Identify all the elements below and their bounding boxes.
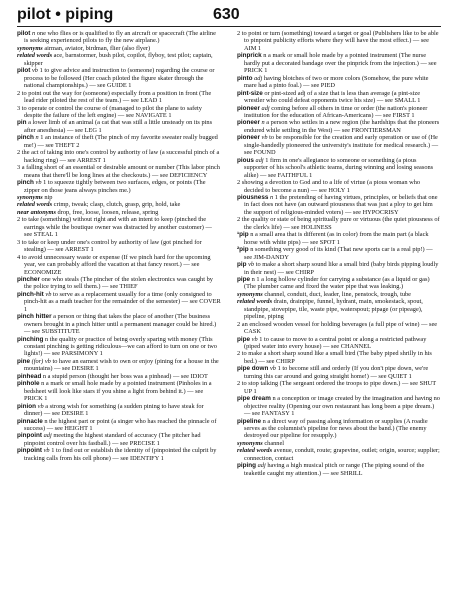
- dictionary-entry: [237, 462, 441, 477]
- entry-headword: ¹pip: [237, 231, 249, 239]
- entry-headword: pinto: [237, 74, 253, 82]
- entry-headword: pipe: [237, 335, 251, 343]
- entry-definition: to be responsible for the creation and early operation or use of (He single-handedly pioneered the university's institute for medical research.) — see FOUND: [244, 134, 439, 157]
- dictionary-entry: [237, 246, 441, 261]
- entry-label: related words: [237, 298, 273, 306]
- dictionary-entry: [17, 432, 221, 447]
- dictionary-entry: [237, 52, 441, 74]
- entry-definition: a person who settles in a new region (the hardships that the pioneers endured while settling in the West) — see FRONTIERSMAN: [244, 119, 440, 134]
- dictionary-entry: [17, 447, 221, 462]
- dictionary-entry: [237, 395, 441, 417]
- dictionary-entry: [17, 179, 221, 194]
- dictionary-entry: [237, 30, 441, 52]
- entry-definition: n a small area that is different (as in color) from the main part (a black horse with white pips) — see SPOT 1: [244, 231, 429, 246]
- dictionary-entry: [17, 291, 221, 313]
- dictionary-entry: [17, 403, 221, 418]
- dictionary-entry: [237, 298, 441, 320]
- entry-headword: pious: [237, 156, 254, 164]
- entry-definition: a strong wish for something (a sudden pining to have steak for dinner) — see DESIRE 1: [24, 402, 204, 418]
- guide-words: pilot • piping: [17, 6, 114, 23]
- entry-label: related words: [17, 52, 53, 60]
- dictionary-entry: [237, 365, 441, 380]
- entry-definition: n something very good of its kind (That new sports car is a real pip!) — see JIM-DANDY: [244, 246, 433, 261]
- dictionary-entry: [17, 45, 221, 52]
- entry-label: synonyms: [237, 439, 263, 447]
- entry-definition: a person or thing that takes the place of another (The business owners brought in a pinch hitter until a permanent manager could be hired.) — see SUBSTITUTE: [24, 313, 217, 336]
- entry-part-of-speech: adj: [254, 74, 263, 82]
- entry-definition: a lower limb of an animal (a cat that was still a little unsteady on its pins after anesthesia) — see LEG 1: [24, 119, 213, 134]
- dictionary-entry: [17, 313, 221, 335]
- dictionary-entry: [237, 447, 441, 462]
- entry-definition: n the quality or practice of being overly sparing with money (This constant pinching is getting ridiculous—we can afford to turn on one or two lights!) — see PARSIMONY 1: [24, 335, 217, 358]
- left-column: [17, 30, 221, 588]
- entry-part-of-speech: vb: [37, 402, 44, 410]
- entry-part-of-speech: n: [31, 30, 36, 37]
- entry-part-of-speech: n: [35, 134, 39, 142]
- entry-definition: crimp, tweak; clasp, clutch, grasp, grip, hold, take: [53, 201, 181, 209]
- entry-part-of-speech: n: [261, 119, 265, 127]
- entry-label: related words: [17, 201, 53, 209]
- entry-headword: pilot: [17, 30, 31, 37]
- entry-headword: pinch hitter: [17, 313, 52, 321]
- dictionary-entry: [237, 134, 441, 156]
- dictionary-entry: [237, 119, 441, 134]
- entry-headword: pinpoint: [17, 447, 43, 455]
- entry-definition: n a mark or small hole made by a pointed instrument (Pinholes in a bedsheet will look like stars if you shine a light from behind it.) — see PRICK 1: [24, 380, 212, 403]
- entry-definition: drain, drainpipe, funnel, hydrant, main, smokestack, spout, standpipe, stovepipe, tile, waste pipe, waterspout; pipage (or pipeage), pipeline, piping: [244, 298, 423, 321]
- entry-headword: pinch-hit: [17, 290, 44, 298]
- dictionary-entry: [237, 157, 441, 179]
- entry-headword: ²pip: [237, 246, 249, 254]
- entry-part-of-speech: adj: [255, 156, 264, 164]
- entry-definition: to make a short sharp sound like a small bird (baby birds pipping loudly in their nest) — see CHIRP: [244, 261, 439, 276]
- entry-part-of-speech: vb: [269, 365, 276, 373]
- dictionary-entry: [17, 105, 221, 120]
- dictionary-entry: [237, 291, 441, 298]
- entry-definition: channel, conduit, duct, leader, line, penstock, trough, tube: [264, 290, 411, 298]
- dictionary-entry: [17, 254, 221, 276]
- entry-headword: pinhead: [17, 372, 42, 380]
- entry-definition: n a conception or image created by the imagination and having no objective reality (Opening our own restaurant has long been a pipe dream.) — see FANTASY 1: [244, 395, 440, 418]
- entry-headword: pinch: [17, 134, 34, 142]
- dictionary-entry: [17, 149, 221, 164]
- dictionary-entry: [17, 30, 221, 45]
- entry-definition: 2 to take (something) without right and with an intent to keep (pinched the earrings while the boutique owner was distracted by another customer) — see STEAL 1: [17, 216, 212, 239]
- dictionary-entry: [237, 90, 441, 105]
- entry-definition: 3 a falling short of an essential or desirable amount or number (This labor pinch means that there'll be long lines at the checkouts.) — see DEFICIENCY: [17, 164, 220, 179]
- entry-headword: pinion: [17, 402, 37, 410]
- entry-definition: to have an earnest wish to own or enjoy (pining for a house in the mountains) — see DESIRE 1: [24, 357, 219, 373]
- entry-definition: 1 to give advice and instruction to (someone) regarding the course or process to be followed (Her coach piloted the figure skater through the national championships.) — see GUIDE 1: [24, 67, 215, 90]
- entry-part-of-speech: vb: [35, 179, 42, 187]
- entry-headword: pioneer: [237, 119, 260, 127]
- dictionary-entry: [17, 216, 221, 238]
- dictionary-entry: [237, 179, 441, 194]
- dictionary-entry: [17, 358, 221, 373]
- dictionary-entry: [237, 231, 441, 246]
- right-column: [237, 30, 441, 588]
- dictionary-entry: [17, 90, 221, 105]
- entry-definition: n a mark or small hole made by a pointed instrument (The nurse hardly put a decorated bandage over the pinprick from the injection.) — see PRICK 1: [244, 52, 437, 75]
- entry-definition: 2 showing a devotion to God and to a life of virtue (a pious woman who decided to become a nun) — see HOLY 1: [237, 179, 421, 194]
- entry-part-of-speech: (for) vb: [31, 357, 51, 365]
- entry-headword: pilot: [17, 67, 31, 75]
- dictionary-entry: [237, 350, 441, 365]
- entry-headword: pipe: [237, 275, 251, 283]
- entry-part-of-speech: vb: [43, 447, 50, 455]
- entry-definition: one who flies or is qualified to fly an aircraft or spacecraft (The airline is seeking experienced pilots to fly the new airplane.): [24, 30, 216, 45]
- entry-definition: nip: [44, 193, 53, 201]
- entry-definition: airman, aviator, birdman, flier (also flyer): [44, 44, 151, 52]
- entry-definition: coming before all others in time or order (the nation's pioneer institution for the education of African-Americans) — see FIRST 1: [244, 104, 428, 119]
- entry-part-of-speech: vb: [251, 335, 258, 343]
- entry-definition: 3 to operate or control the course of (managed to pilot the plane to safety despite the failure of the left engine) — see NAVIGATE 1: [17, 104, 202, 119]
- entry-headword: pipe down: [237, 365, 269, 373]
- dictionary-entry: [237, 194, 441, 216]
- entry-part-of-speech: vb: [45, 290, 52, 298]
- dictionary-entry: [17, 380, 221, 402]
- page-number: 630: [213, 6, 240, 23]
- entry-definition: 1 to become still and orderly (If you don't pipe down, we're turning this car around and going straight home!) — see QUIET 1: [244, 365, 429, 380]
- entry-definition: 1 the pretending of having virtues, principles, or beliefs that one in fact does not have (an outward piousness that was just a ploy to get him the support of religious-minded voters) — see HYPOCRISY: [244, 193, 438, 216]
- entry-headword: pincher: [17, 275, 40, 283]
- entry-definition: avenue, conduit, route; grapevine, outlet; origin, source; supplier; connection, contact: [244, 447, 440, 462]
- dictionary-entry: [17, 373, 221, 380]
- entry-headword: pipeline: [237, 417, 261, 425]
- page-header: [17, 6, 441, 27]
- entry-part-of-speech: n: [269, 193, 274, 201]
- entry-definition: 1 to find out or establish the identity of (pinpointed the culprit by tracking calls from his cell phone) — see IDENTIFY 1: [24, 447, 217, 462]
- entry-definition: having a high musical pitch or range (The piping sound of the teakettle caught my attention.) — see SHRILL: [244, 462, 425, 477]
- dictionary-entry: [17, 119, 221, 134]
- entry-headword: pinch: [17, 179, 34, 187]
- entry-definition: one who steals (The pincher of the stolen electronics was caught by the police trying to sell them.) — see THIEF: [24, 275, 213, 291]
- dictionary-entry: [17, 134, 221, 149]
- entry-headword: piousness: [237, 193, 269, 201]
- entry-definition: n the highest part or point (a singer who has reached the pinnacle of success) — see HEIGHT 1: [24, 417, 217, 433]
- dictionary-entry: [17, 67, 221, 89]
- entry-headword: pine: [17, 357, 31, 365]
- entry-part-of-speech: adj: [261, 104, 270, 112]
- entry-definition: channel: [264, 439, 285, 447]
- entry-headword: pinching: [17, 335, 44, 343]
- dictionary-entry: [237, 440, 441, 447]
- dictionary-entry: [237, 336, 441, 351]
- entry-definition: 3 to take or keep under one's control by authority of law (got pinched for stealing) — see ARREST 1: [17, 238, 202, 254]
- entry-headword: piping: [237, 462, 257, 470]
- dictionary-entry: [17, 276, 221, 291]
- entry-definition: 2 to point out the way for (someone) especially from a position in front (The lead rider piloted the rest of the team.) — see LEAD 1: [17, 89, 212, 105]
- dictionary-entry: [17, 201, 221, 208]
- entry-definition: 1 to squeeze tightly between two surfaces, edges, or points (The zipper on those jeans always pinches me.): [24, 179, 206, 194]
- entry-definition: n 1 a long hollow cylinder for carrying a substance (as a liquid or gas) (The plumber came and fixed the water pipe that was leaking.): [244, 275, 430, 291]
- entry-label: synonyms: [17, 193, 43, 201]
- entry-definition: to serve as a replacement usually for a time (only consigned to pinch-hit as a math teacher for the remainder of the semester) — see COVER 1: [24, 290, 221, 313]
- dictionary-entry: [17, 194, 221, 201]
- entry-definition: 2 to stop talking (The sergeant ordered the troops to pipe down.) — see SHUT UP 1: [237, 380, 437, 395]
- entry-part-of-speech: vb: [248, 261, 255, 269]
- dictionary-entry: [17, 209, 221, 216]
- entry-definition: ace, barnstormer, bush pilot, copilot, flyboy, test pilot; captain, skipper: [24, 52, 213, 67]
- dictionary-entry: [237, 321, 441, 336]
- entry-label: near antonyms: [17, 208, 56, 216]
- entry-headword: pinprick: [237, 52, 262, 60]
- dictionary-entry: [17, 418, 221, 433]
- entry-label: related words: [237, 447, 273, 455]
- entry-definition: or pint-sized adj of a size that is less than average (a pint-size wrestler who could defeat opponents twice his size) — see SMALL 1: [244, 89, 421, 105]
- entry-part-of-speech: vb: [261, 134, 268, 142]
- entry-part-of-speech: vb: [31, 67, 38, 75]
- entry-definition: n a direct way of passing along information or supplies (A roadie serves as the columnist's pipeline for news about the band.) (The enemy destroyed our pipeline for resupply.): [244, 417, 428, 440]
- dictionary-entry: [237, 418, 441, 440]
- entry-definition: 2 an enclosed wooden vessel for holding beverages (a full pipe of wine) — see CASK: [237, 320, 438, 336]
- entry-definition: 1 an instance of theft (The pinch of my favorite sweater really bugged me!) — see THEFT 2: [24, 134, 218, 149]
- entry-headword: pinnacle: [17, 417, 43, 425]
- entry-definition: n a stupid person (thought her boss was a pinhead) — see IDIOT: [42, 372, 208, 380]
- entry-headword: pipe dream: [237, 395, 271, 403]
- entry-definition: 2 the act of taking into one's control by authority of law (a successful pinch of a hacking ring) — see ARREST 1: [17, 149, 220, 164]
- entry-definition: meeting the highest standard of accuracy (The pitcher had pinpoint control over his fastball.) — see PRECISE 1: [24, 432, 201, 447]
- entry-definition: drop, free, loose, loosen, release, spring: [57, 208, 159, 216]
- entry-definition: 4 to avoid unnecessary waste or expense (If we pinch hard for the upcoming year, we can probably afford the vacation at that fancy resort.) — see ECONOMIZE: [17, 253, 211, 276]
- entry-definition: 1 firm in one's allegiance to someone or something (a pious supporter of his school's athletic teams, during winning and losing seasons alike) — see FAITHFUL 1: [244, 156, 434, 179]
- entry-headword: pinhole: [17, 380, 40, 388]
- dictionary-entry: [17, 52, 221, 67]
- entry-headword: pint-size: [237, 89, 263, 97]
- dictionary-entry: [237, 216, 441, 231]
- dictionary-entry: [237, 276, 441, 291]
- entry-definition: having blotches of two or more colors (Somehow, the pure white mare had a pinto foal.) — see PIED: [244, 74, 429, 90]
- entry-headword: pin: [17, 119, 27, 127]
- entry-headword: pioneer: [237, 134, 260, 142]
- entry-definition: 1 to cause to move to a central point or along a restricted pathway (piped water into every house) — see CHANNEL: [244, 335, 427, 351]
- entry-headword: pinpoint: [17, 432, 43, 440]
- dictionary-entry: [17, 239, 221, 254]
- entry-headword: pip: [237, 261, 247, 269]
- entry-headword: pioneer: [237, 104, 260, 112]
- entry-label: synonyms: [17, 44, 43, 52]
- entry-label: synonyms: [237, 290, 263, 298]
- dictionary-entry: [237, 261, 441, 276]
- dictionary-entry: [17, 164, 221, 179]
- dictionary-entry: [237, 380, 441, 395]
- dictionary-entry: [237, 75, 441, 90]
- entry-definition: 2 to make a short sharp sound like a small bird (The baby piped shrilly in his bed.) — see CHIRP: [237, 350, 432, 365]
- dictionary-entry: [17, 336, 221, 358]
- entry-part-of-speech: adj: [257, 462, 266, 470]
- entry-part-of-speech: adj: [43, 432, 52, 440]
- dictionary-entry: [237, 105, 441, 120]
- entry-definition: 2 to point or turn (something) toward a target or goal (Publishers like to be able to pinpoint publicity efforts where they will have the most effect.) — see AIM 1: [237, 30, 439, 52]
- entry-definition: 2 the quality or state of being spiritually pure or virtuous (the quiet piousness of the clerk's life) — see HOLINESS: [237, 216, 440, 231]
